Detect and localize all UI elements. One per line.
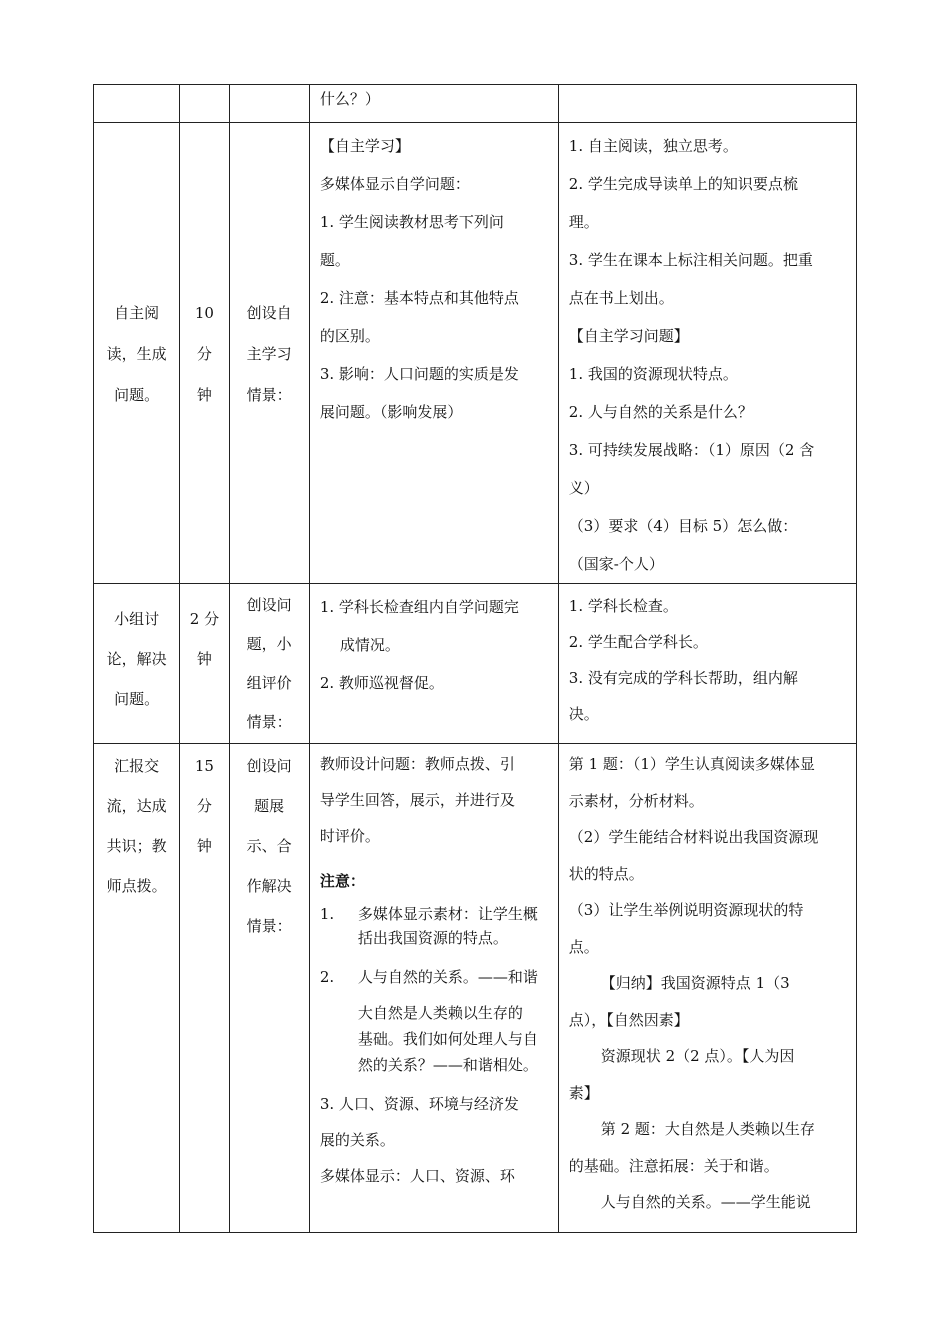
text-line: 题。 (319, 251, 350, 269)
time-cell (180, 584, 229, 744)
text-line: 大自然是人类赖以生存的 (357, 1004, 523, 1022)
table-row (94, 85, 857, 123)
student-activity-cell (558, 744, 856, 1233)
text-line: （2）学生能结合材料说出我国资源现 (568, 828, 819, 846)
text-line: 论，解决 (106, 650, 167, 668)
situation-cell (229, 744, 309, 1233)
text-line: 钟 (196, 386, 212, 404)
text-line: 小组讨 (114, 610, 160, 628)
text-line: 示素材，分析材料。 (568, 791, 704, 810)
text-line: 多媒体显示：人口、资源、环 (319, 1167, 515, 1185)
text-line: 【自主学习问题】 (568, 327, 689, 345)
text-line: 1. 学生阅读教材思考下列问 (319, 213, 504, 231)
text-line: 1. 我国的资源现状特点。 (568, 365, 738, 383)
text-line: 题，小 (246, 635, 292, 653)
text-line: 展的关系。 (319, 1131, 395, 1149)
list-item (320, 964, 552, 1078)
text-line: 3. 可持续发展战略：（1）原因（2 含 (568, 441, 815, 459)
text-line: 创设自 (246, 304, 292, 322)
text-line: 15 (194, 757, 214, 775)
situation-cell (229, 584, 309, 744)
text-line: 10 (194, 304, 214, 322)
situation-cell (229, 123, 309, 584)
text-line: 流，达成 (106, 797, 167, 815)
text-line: 【归纳】我国资源特点 1（3 (600, 974, 790, 992)
text-line: 时评价。 (319, 827, 380, 845)
text-line: 作解决 (246, 877, 292, 895)
text-line: 什么？） (319, 90, 380, 108)
stage-cell (94, 123, 180, 584)
student-activity-cell (558, 584, 856, 744)
text-line: 问题。 (114, 690, 160, 708)
text-line: 情景： (246, 917, 292, 935)
text-line: 理。 (568, 213, 599, 231)
text-line: 3. 学生在课本上标注相关问题。把重 (568, 251, 813, 269)
table-row (94, 584, 857, 744)
teacher-activity-cell (309, 123, 558, 584)
text-line: 汇报交 (114, 757, 160, 775)
text-line: 示、合 (246, 837, 292, 855)
text-line: 师点拨。 (106, 877, 167, 895)
list-marker: 2. (319, 968, 335, 986)
text-line: 自主阅 (114, 304, 160, 322)
text-line: 点），【自然因素】 (568, 1010, 689, 1029)
table-row (94, 123, 857, 584)
teacher-activity-cell (309, 584, 558, 744)
text-line: 情景： (246, 386, 292, 404)
text-line: 情景： (246, 713, 292, 731)
text-line: 导学生回答，展示，并进行及 (319, 791, 515, 809)
text-line: 读，生成 (106, 345, 167, 363)
text-line: 多媒体显示自学问题： (319, 175, 470, 193)
time-cell (180, 744, 229, 1233)
text-line: 创设问 (246, 757, 292, 775)
text-line: （国家-个人） (568, 555, 664, 573)
text-line: 义） (568, 479, 599, 497)
teacher-activity-cell (309, 85, 558, 123)
text-line: 然的关系？——和谐相处。 (357, 1056, 538, 1074)
text-line: 2. 学生配合学科长。 (568, 633, 708, 651)
text-line: 组评价 (246, 674, 292, 692)
text-line: 创设问 (246, 596, 292, 614)
text-line: 问题。 (114, 386, 160, 404)
time-cell (180, 123, 229, 584)
text-line: 2. 学生完成导读单上的知识要点梳 (568, 175, 798, 193)
text-line: 第 1 题：（1）学生认真阅读多媒体显 (568, 755, 815, 773)
text-line: 的基础。注意拓展：关于和谐。 (568, 1156, 779, 1175)
text-line: 分 (196, 345, 212, 363)
text-line: 2. 注意：基本特点和其他特点 (319, 289, 519, 307)
text-line: 素】 (568, 1083, 599, 1102)
text-line: 括出我国资源的特点。 (357, 929, 508, 947)
text-line: 共识；教 (106, 837, 167, 855)
text-line: 基础。我们如何处理人与自 (357, 1030, 538, 1048)
text-line: （3）要求（4）目标 5）怎么做： (568, 517, 798, 535)
text-line: 状的特点。 (568, 864, 644, 883)
lesson-plan-table (93, 84, 857, 1233)
text-line: 题展 (254, 797, 285, 815)
text-line: 决。 (568, 705, 599, 723)
text-line: 多媒体显示素材：让学生概 (357, 905, 538, 923)
text-line: 人与自然的关系。——学生能说 (600, 1193, 811, 1211)
text-line: 3. 影响：人口问题的实质是发 (319, 365, 519, 383)
text-line: 1. 学科长检查组内自学问题完 (319, 598, 519, 616)
text-line: 成情况。 (339, 636, 400, 654)
stage-cell (94, 85, 180, 123)
student-activity-cell (558, 123, 856, 584)
student-activity-cell (558, 85, 856, 123)
list-item (320, 902, 552, 950)
text-line: 的区别。 (319, 327, 380, 345)
time-cell (180, 85, 229, 123)
text-line: 资源现状 2（2 点）。【人为因 (600, 1047, 795, 1065)
text-line: （3）让学生举例说明资源现状的特 (568, 901, 804, 919)
table-row (94, 744, 857, 1233)
text-line: 钟 (196, 837, 212, 855)
text-line: 1. 自主阅读，独立思考。 (568, 137, 738, 155)
text-line: 2 分 (189, 610, 220, 628)
text-line: 点。 (568, 937, 599, 956)
stage-cell (94, 744, 180, 1233)
situation-cell (229, 85, 309, 123)
text-line: 人与自然的关系。——和谐 (357, 968, 538, 986)
text-line: 3. 没有完成的学科长帮助，组内解 (568, 669, 798, 687)
stage-cell (94, 584, 180, 744)
text-line: 主学习 (246, 345, 292, 363)
note-heading: 注意： (319, 872, 365, 890)
list-marker: 1. (319, 905, 335, 923)
text-line: 2. 教师巡视督促。 (319, 674, 444, 692)
text-line: 1. 学科长检查。 (568, 597, 678, 615)
text-line: 【自主学习】 (319, 137, 410, 155)
text-line: 教师设计问题：教师点拨、引 (319, 755, 515, 773)
teacher-activity-cell (309, 744, 558, 1233)
text-line: 展问题。（影响发展） (319, 403, 463, 421)
text-line: 第 2 题：大自然是人类赖以生存 (600, 1120, 815, 1138)
text-line: 3. 人口、资源、环境与经济发 (319, 1095, 519, 1113)
text-line: 钟 (196, 650, 212, 668)
text-line: 分 (196, 797, 212, 815)
text-line: 点在书上划出。 (568, 289, 674, 307)
text-line: 2. 人与自然的关系是什么？ (568, 403, 753, 421)
